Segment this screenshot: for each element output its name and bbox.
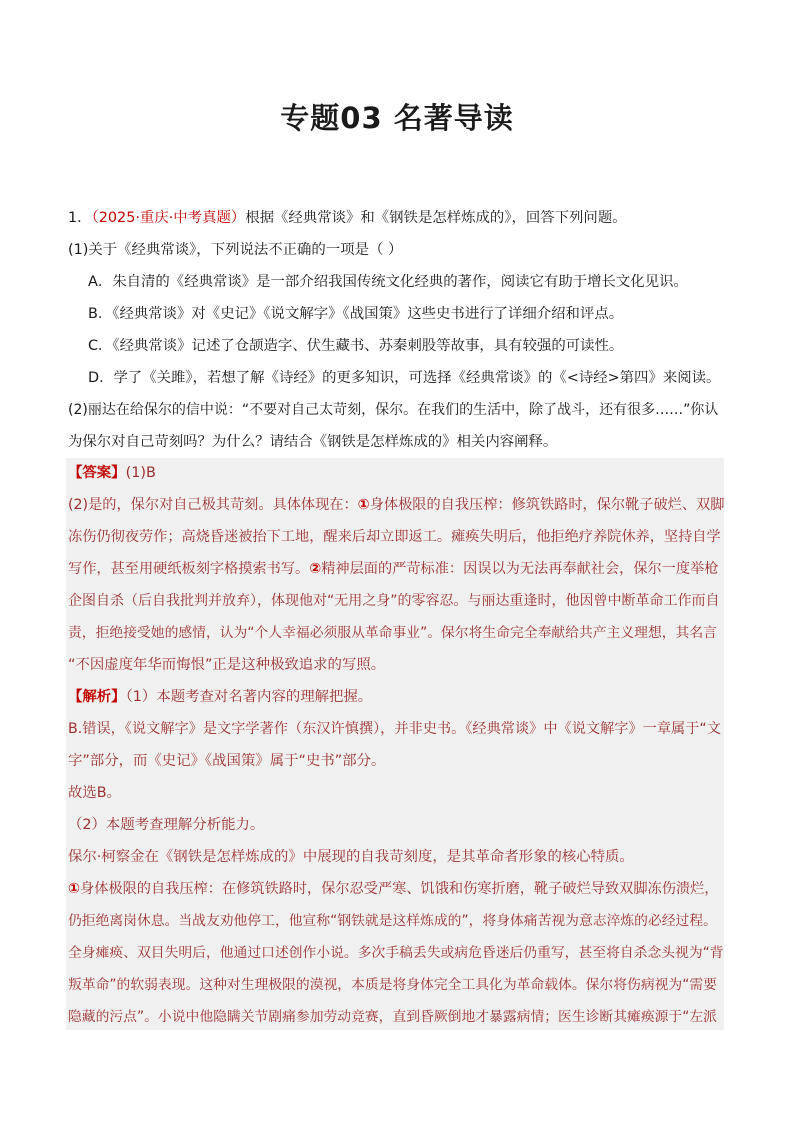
answer-line-3: 冻伤仍彻夜劳作；高烧昏迷被抬下工地，醒来后却立即返工。瘫痪失明后，他拒绝疗养院休养，坚持自学 bbox=[68, 529, 721, 545]
circled-one-marker: ① bbox=[357, 497, 370, 513]
analysis-line-4: 故选B。 bbox=[68, 785, 122, 801]
answer-line-7: “不因虚度年华而悔恨”正是这种极致追求的写照。 bbox=[68, 657, 386, 673]
analysis-line-5: （2）本题考查理解分析能力。 bbox=[68, 817, 265, 833]
option-d: D．学了《关雎》，若想了解《诗经》的更多知识，可选择《经典常谈》的《<诗经>第四》来阅读。 bbox=[88, 370, 721, 386]
answer-line-2 bbox=[68, 495, 724, 515]
analysis-line-10: 叛革命”的软弱表现。这种对生理极限的漠视，本质是将身体完全工具化为革命载体。保尔将伤病视为“需要 bbox=[68, 977, 717, 993]
answer-line-6: 责，拒绝接受她的感情，认为“个人幸福必须服从革命事业”。保尔将生命完全奉献给共产主义理想，其名言 bbox=[68, 625, 717, 641]
answer-line-4 bbox=[68, 559, 724, 579]
question-number: 1． bbox=[68, 210, 92, 226]
analysis-line-3: 字”部分，而《史记》《战国策》属于“史书”部分。 bbox=[68, 753, 386, 769]
option-c: C．《经典常谈》记述了仓颉造字、伏生藏书、苏秦刺股等故事，具有较强的可读性。 bbox=[88, 338, 624, 354]
answer-line-5: 企图自杀（后自我批判并放弃），体现他对“无用之身”的零容忍。与丽达重逢时，他因曾中断革命工作而自 bbox=[68, 593, 720, 609]
option-a: A．朱自清的《经典常谈》是一部介绍我国传统文化经典的著作，阅读它有助于增长文化见识。 bbox=[88, 274, 688, 290]
circled-one-marker: ① bbox=[68, 881, 81, 897]
analysis-label: 【解析】 bbox=[68, 689, 126, 705]
page-title: 专题03 名著导读 bbox=[280, 101, 514, 135]
question-stem: 根据《经典常谈》和《钢铁是怎样炼成的》，回答下列问题。 bbox=[245, 210, 627, 226]
analysis-text: （1）本题考查对名著内容的理解把握。 bbox=[125, 689, 373, 705]
sub-question-1: (1)关于《经典常谈》，下列说法不正确的一项是（ ） bbox=[68, 242, 403, 258]
analysis-line-9: 全身瘫痪、双目失明后，他通过口述创作小说。多次手稿丢失或病危昏迷后仍重写，甚至将自杀念头视为“背 bbox=[68, 945, 724, 961]
analysis-line-11: 隐藏的污点”。小说中他隐瞒关节剧痛参加劳动竞赛，直到昏厥倒地才暴露病情；医生诊断其瘫痪源于“左派 bbox=[68, 1009, 717, 1025]
answer-text: 写作，甚至用硬纸板刻字格摸索书写。 bbox=[68, 561, 310, 577]
answer-label: 【答案】 bbox=[68, 465, 126, 481]
analysis-line-1 bbox=[68, 687, 724, 707]
question-source: （2025·重庆·中考真题） bbox=[91, 210, 246, 226]
answer-text: 身体极限的自我压榨：修筑铁路时，保尔靴子破烂、双脚 bbox=[369, 497, 724, 513]
question-stem-line bbox=[68, 208, 724, 228]
answer-text: (2)是的，保尔对自己极其苛刻。具体体现在： bbox=[68, 497, 358, 513]
sub-question-2-line-2: 为保尔对自己苛刻吗？为什么？请结合《钢铁是怎样炼成的》相关内容阐释。 bbox=[68, 434, 558, 450]
analysis-text: 身体极限的自我压榨：在修筑铁路时，保尔忍受严寒、饥饿和伤寒折磨，靴子破烂导致双脚冻伤溃烂， bbox=[80, 881, 719, 897]
answer-text: 精神层面的严苛标准：因误以为无法再奉献社会，保尔一度举枪 bbox=[321, 561, 719, 577]
answer-choice: (1)B bbox=[125, 465, 156, 481]
analysis-line-6: 保尔·柯察金在《钢铁是怎样炼成的》中展现的自我苛刻度，是其革命者形象的核心特质。 bbox=[68, 849, 634, 865]
answer-line-1 bbox=[68, 463, 724, 483]
analysis-line-7 bbox=[68, 879, 724, 899]
analysis-line-8: 仍拒绝离岗休息。当战友劝他停工，他宣称“钢铁就是这样炼成的”，将身体痛苦视为意志淬炼的必经过程。 bbox=[68, 913, 717, 929]
option-b: B．《经典常谈》对《史记》《说文解字》《战国策》这些史书进行了详细介绍和评点。 bbox=[88, 306, 624, 322]
analysis-line-2: B.错误，《说文解字》是文字学著作（东汉许慎撰），并非史书。《经典常谈》中《说文解字》一章属于“文 bbox=[68, 721, 721, 737]
sub-question-2-line-1: (2)丽达在给保尔的信中说：“不要对自己太苛刻，保尔。在我们的生活中，除了战斗，还有很多……”你认 bbox=[68, 402, 719, 418]
circled-two-marker: ② bbox=[309, 561, 322, 577]
